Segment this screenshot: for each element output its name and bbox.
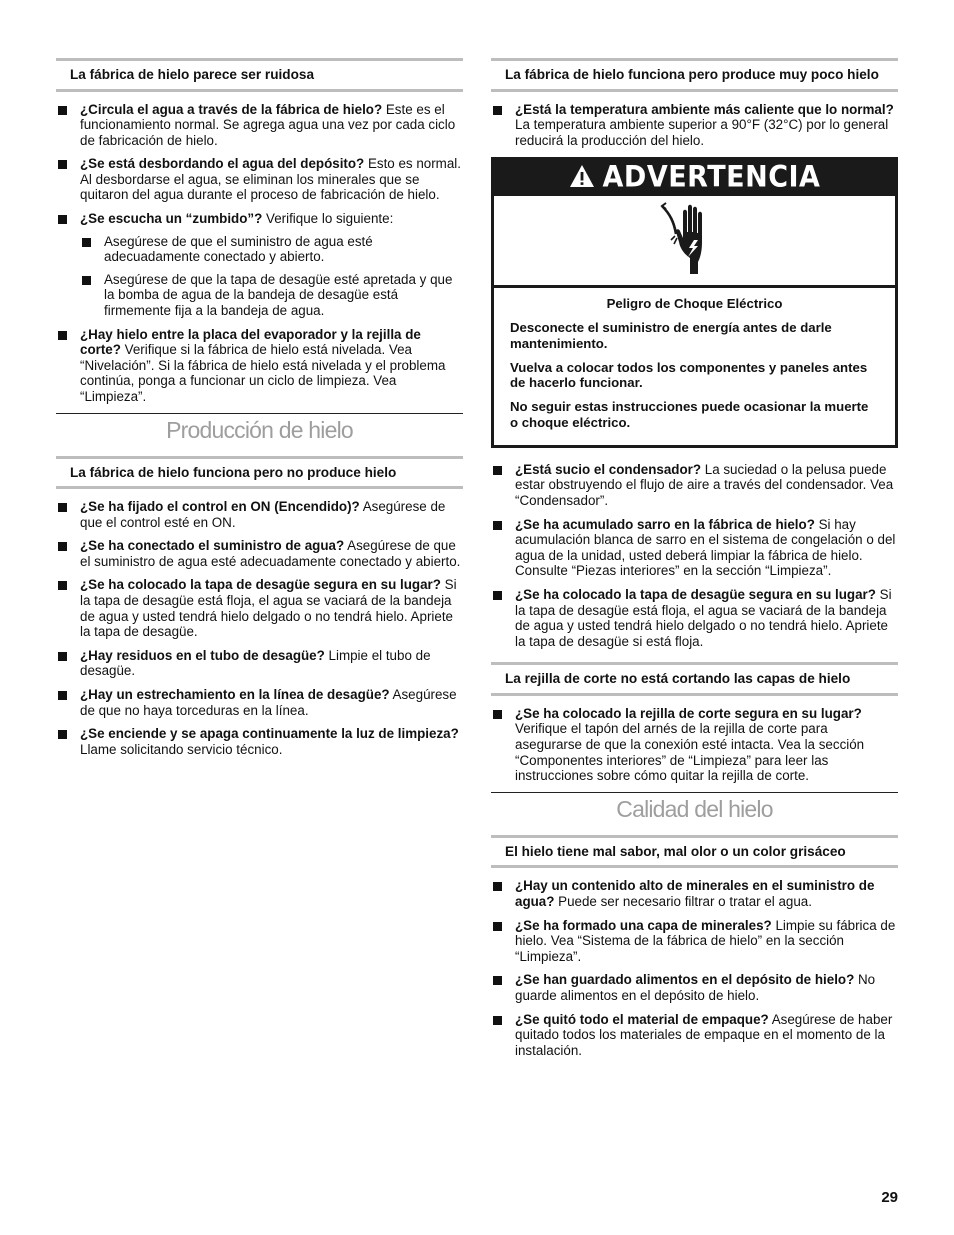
list-item: ¿Se ha colocado la tapa de desagüe segura en su lugar? Si la tapa de desagüe está floja, el agua se vaciará de la bandeja de agua y usted tendrá hielo delgado o no tendrá hielo. Apriete la tapa de desagüe si está floja. bbox=[515, 587, 898, 649]
warning-box bbox=[491, 157, 898, 448]
list-item: ¿Está la temperatura ambiente más caliente que lo normal? La temperatura ambiente superior a 90°F (32°C) por lo general reducirá la producción del hielo. bbox=[515, 102, 898, 149]
subheading-noisy: La fábrica de hielo parece ser ruidosa bbox=[56, 58, 463, 92]
list-item: ¿Se ha colocado la tapa de desagüe segura en su lugar? Si la tapa de desagüe está floja, el agua se vaciará de la bandeja de agua y usted tendrá hielo delgado o no tendrá hielo. Apriete la tapa de desagüe. bbox=[80, 577, 463, 639]
list-item: ¿Hay un estrechamiento en la línea de desagüe? Asegúrese de que no haya torceduras en la línea. bbox=[80, 687, 463, 718]
hazard-icon-area bbox=[494, 196, 895, 288]
sub-list bbox=[80, 234, 463, 319]
list-item: ¿Se ha fijado el control en ON (Encendido)? Asegúrese de que el control esté en ON. bbox=[80, 499, 463, 530]
production-list bbox=[56, 499, 463, 757]
subheading-little-ice: La fábrica de hielo funciona pero produce muy poco hielo bbox=[491, 58, 898, 92]
list-item: ¿Se escucha un “zumbido”? Verifique lo siguiente: Asegúrese de que el suministro de agua esté adecuadamente conectado y abierto. Asegúrese de que la tapa de desagüe esté apretada y que la bomba de agua de la bandeja de desagüe está firmemente fija a la bandeja de agua. bbox=[80, 211, 463, 319]
warning-text bbox=[494, 288, 895, 445]
noisy-list bbox=[56, 102, 463, 405]
quality-list bbox=[491, 878, 898, 1058]
little-ice-list bbox=[491, 102, 898, 149]
warning-line: Vuelva a colocar todos los componentes y paneles antes de hacerlo funcionar. bbox=[510, 359, 868, 391]
list-item: ¿Hay un contenido alto de minerales en el suministro de agua? Puede ser necesario filtrar o tratar el agua. bbox=[515, 878, 898, 909]
list-item: ¿Se quitó todo el material de empaque? Asegúrese de haber quitado todos los materiales de empaque en el momento de la instalación. bbox=[515, 1012, 898, 1059]
list-item: ¿Se han guardado alimentos en el depósito de hielo? No guarde alimentos en el depósito de hielo. bbox=[515, 972, 898, 1003]
subheading-grid: La rejilla de corte no está cortando las capas de hielo bbox=[491, 662, 898, 696]
subheading-bad-taste: El hielo tiene mal sabor, mal olor o un color grisáceo bbox=[491, 835, 898, 869]
subheading-no-ice: La fábrica de hielo funciona pero no produce hielo bbox=[56, 456, 463, 490]
list-item: ¿Hay hielo entre la placa del evaporador y la rejilla de corte? Verifique si la fábrica de hielo está nivelada. Vea “Nivelación”. Si la fábrica de hielo está nivelada y el problema continúa, ponga a funcionar un ciclo de limpieza. Vea “Limpieza”. bbox=[80, 327, 463, 405]
left-column bbox=[56, 58, 463, 765]
warning-line: No seguir estas instrucciones puede ocasionar la muerte o choque eléctrico. bbox=[510, 399, 869, 431]
list-item: ¿Se ha acumulado sarro en la fábrica de hielo? Si hay acumulación blanca de sarro en el sistema de congelación o del agua de la unidad, usted deberá limpiar la fábrica de hielo. Consulte “Piezas interiores” en la sección “Limpieza”. bbox=[515, 517, 898, 579]
list-item: ¿Se enciende y se apaga continuamente la luz de limpieza? Llame solicitando servicio técnico. bbox=[80, 726, 463, 757]
right-column bbox=[491, 58, 898, 1066]
list-item: ¿Se ha conectado el suministro de agua? Asegúrese de que el suministro de agua esté adecuadamente conectado y abierto. bbox=[80, 538, 463, 569]
sub-list-item: Asegúrese de que la tapa de desagüe esté apretada y que la bomba de agua de la bandeja de desagüe está firmemente fija a la bandeja de agua. bbox=[104, 272, 463, 319]
warning-title: ADVERTENCIA bbox=[602, 161, 821, 195]
little-ice-list-more bbox=[491, 462, 898, 650]
warning-header bbox=[494, 160, 895, 196]
hazard-label: Peligro de Choque Eléctrico bbox=[606, 296, 783, 312]
grid-list bbox=[491, 706, 898, 784]
list-item: ¿Se está desbordando el agua del depósito? Esto es normal. Al desbordarse el agua, se eliminan los minerales que se quitaron del agua durante el proceso de fabricación de hielo. bbox=[80, 156, 463, 203]
electric-shock-hand-icon bbox=[660, 200, 730, 282]
section-title-quality: Calidad del hielo bbox=[491, 792, 898, 835]
list-item: ¿Se ha formado una capa de minerales? Limpie su fábrica de hielo. Vea “Sistema de la fábrica de hielo” en la sección “Limpieza”. bbox=[515, 918, 898, 965]
list-item: ¿Circula el agua a través de la fábrica de hielo? Este es el funcionamiento normal. Se agrega agua una vez por cada ciclo de fabricación de hielo. bbox=[80, 102, 463, 149]
section-title-production: Producción de hielo bbox=[56, 413, 463, 456]
list-item: ¿Está sucio el condensador? La suciedad o la pelusa puede estar obstruyendo el flujo de aire a través del condensador. Vea “Condensador”. bbox=[515, 462, 898, 509]
warning-line: Desconecte el suministro de energía antes de darle mantenimiento. bbox=[510, 320, 832, 351]
warning-triangle-icon bbox=[569, 164, 595, 192]
sub-list-item: Asegúrese de que el suministro de agua esté adecuadamente conectado y abierto. bbox=[104, 234, 463, 265]
list-item: ¿Se ha colocado la rejilla de corte segura en su lugar? Verifique el tapón del arnés de la rejilla de corte para asegurarse de que la conexión esté intacta. Vea la sección “Componentes interiores” de “Limpieza” para leer las instrucciones sobre cómo quitar la rejilla de corte. bbox=[515, 706, 898, 784]
page-number: 29 bbox=[881, 1189, 898, 1206]
list-item: ¿Hay residuos en el tubo de desagüe? Limpie el tubo de desagüe. bbox=[80, 648, 463, 679]
